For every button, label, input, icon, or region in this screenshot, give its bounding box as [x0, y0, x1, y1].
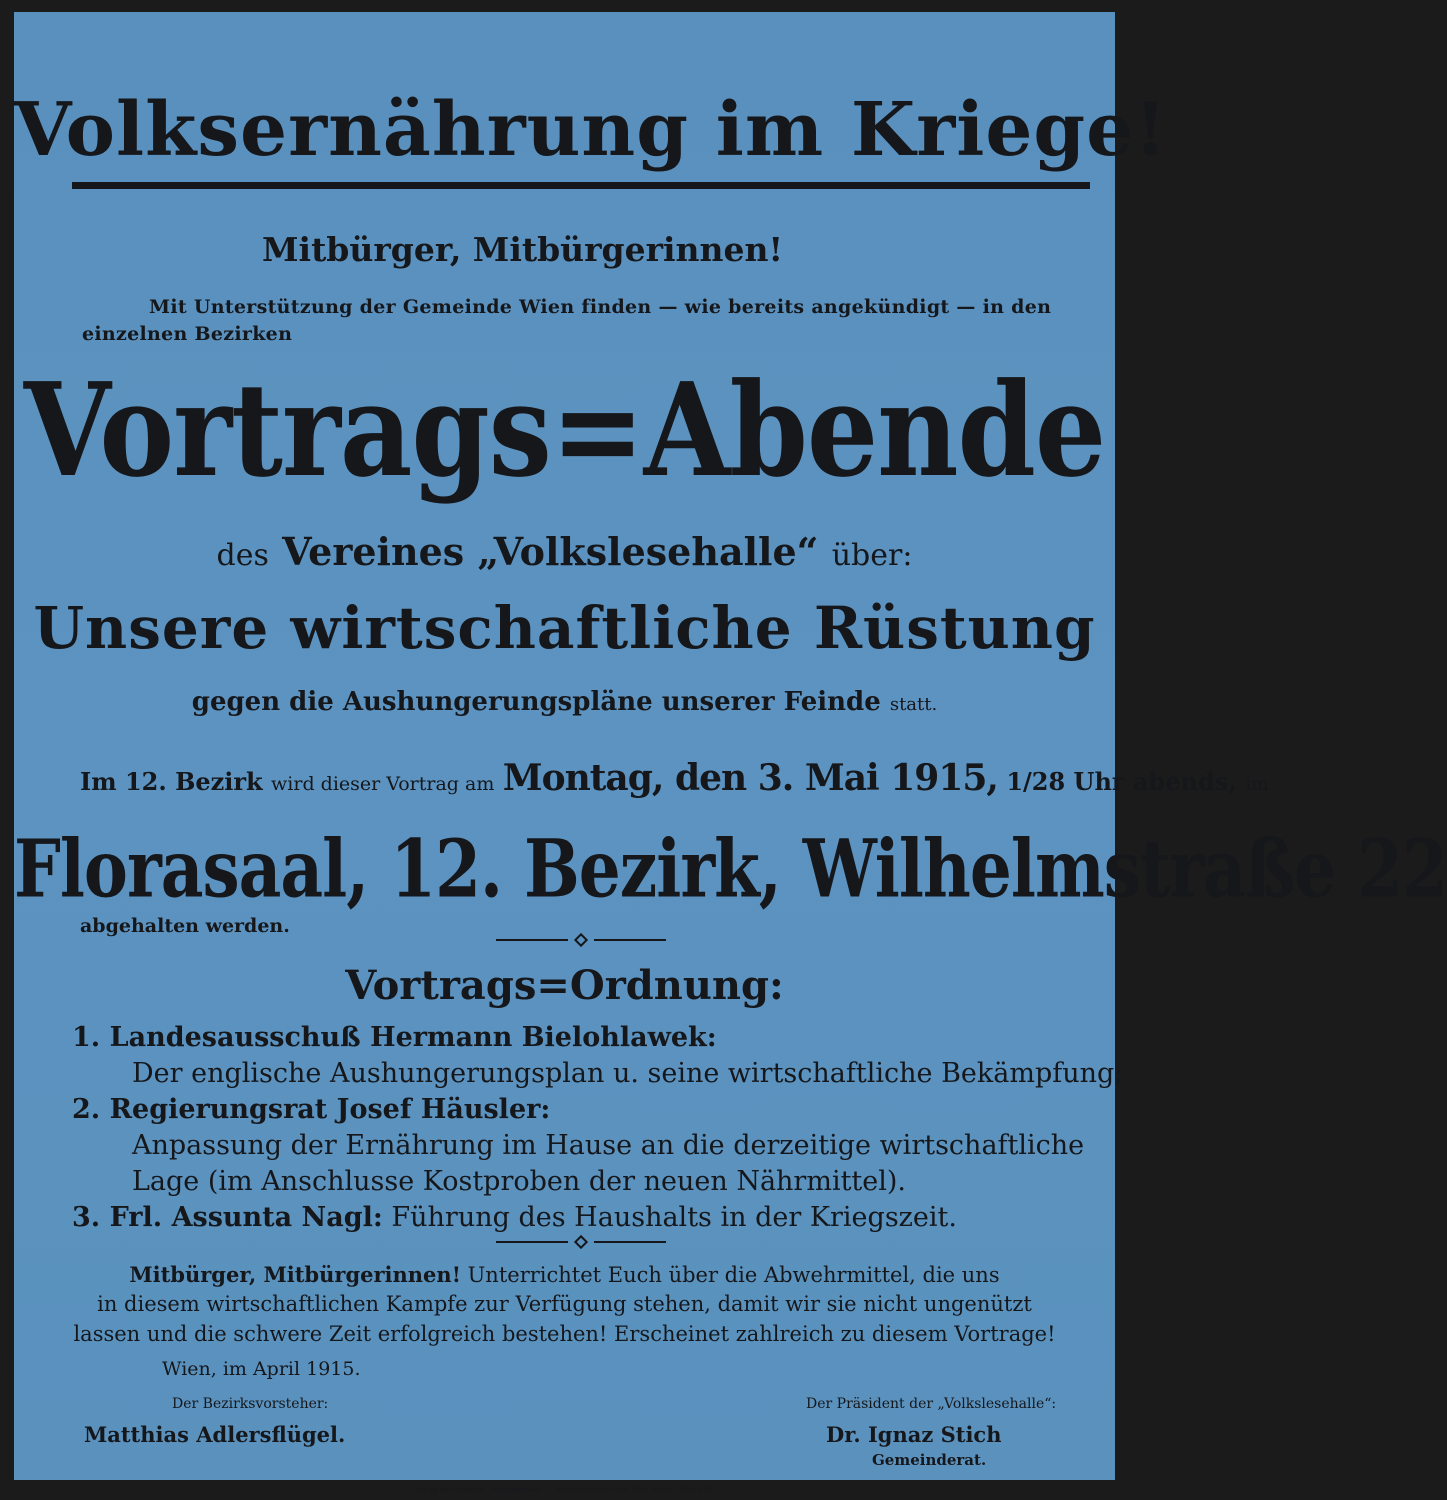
schedule-time: 1/28 Uhr abends, [1006, 767, 1237, 796]
intro-line-1: Mit Unterstützung der Gemeinde Wien finden — wie bereits angekündigt — in den [149, 296, 1052, 318]
abgehalten-text: abgehalten werden. [80, 915, 290, 937]
schedule-line [80, 757, 1269, 799]
ornament-divider [496, 934, 666, 946]
intro-line-2: einzelnen Bezirken [82, 323, 293, 345]
left-signatory-role: Der Bezirksvorsteher: [172, 1396, 329, 1412]
title-underline [72, 182, 1090, 189]
program-title: Vortrags=Ordnung: [345, 962, 784, 1009]
appeal-line-1 [14, 1262, 1115, 1287]
topic-subline [14, 687, 1115, 717]
ornament-divider-2 [496, 1236, 666, 1248]
salutation: Mitbürger, Mitbürgerinnen! [262, 230, 784, 269]
verein-pre: des [216, 538, 269, 573]
main-heading: Vortrags=Abende [23, 355, 1106, 507]
schedule-bezirk: 12. Bezirk [124, 767, 263, 796]
program-item-1-talk: Der englische Aushungerungsplan u. seine wirtschaftliche Bekämpfung; [132, 1058, 1124, 1089]
verein-line [14, 529, 1115, 574]
appeal-line-3: lassen und die schwere Zeit erfolgreich bestehen! Erscheinet zahlreich zu diesem Vortrage! [73, 1322, 1056, 1346]
appeal-line-2: in diesem wirtschaftlichen Kampfe zur Verfügung stehen, damit wir sie nicht ungenützt [97, 1292, 1032, 1316]
verein-post: über: [831, 538, 913, 573]
schedule-mid: wird dieser Vortrag am [271, 773, 495, 795]
program-item-2-talk-line-1: Anpassung der Ernährung im Hause an die derzeitige wirtschaftliche [132, 1130, 1085, 1161]
schedule-post: im [1244, 773, 1270, 795]
right-signatory-name: Dr. Ignaz Stich [826, 1422, 1002, 1447]
poster [14, 12, 1447, 1494]
appeal-lead: Mitbürger, Mitbürgerinnen! [129, 1262, 461, 1287]
verein-name: Vereines „Volkslesehalle“ [282, 529, 819, 574]
program-item-2-speaker: 2. Regierungsrat Josef Häusler: [72, 1094, 551, 1125]
venue: Florasaal, 12. Bezirk, Wilhelmstraße 22 [14, 822, 1447, 916]
schedule-date: Montag, den 3. Mai 1915, [502, 757, 998, 799]
place-date: Wien, im April 1915. [162, 1358, 361, 1380]
schedule-im: Im [80, 767, 117, 796]
program-item-3 [72, 1202, 957, 1233]
poster-title: Volksernährung im Kriege! [14, 87, 1168, 173]
topic-sub-text: gegen die Aushungerungspläne unserer Feinde [191, 687, 881, 717]
topic-sub-post: statt. [889, 694, 938, 715]
right-signatory-title: Gemeinderat. [872, 1451, 987, 1469]
program-item-3-speaker: 3. Frl. Assunta Nagl: [72, 1202, 383, 1233]
program-item-1-speaker: 1. Landesausschuß Hermann Bielohlawek: [72, 1022, 717, 1053]
topic-heading: Unsere wirtschaftliche Rüstung [33, 594, 1096, 662]
right-signatory-role: Der Präsident der „Volkslesehalle“: [806, 1396, 1057, 1412]
left-signatory-name: Matthias Adlersflügel. [84, 1422, 346, 1447]
appeal-line-1-rest: Unterrichtet Euch über die Abwehrmittel, die uns [467, 1263, 1000, 1287]
printer-imprint: Verlag des Vereines „Volkslesehalle“ — Buchdruckerei Amlé, Otto Nachf., Wien VIII. [414, 1486, 715, 1494]
program-item-3-talk: Führung des Haushalts in der Kriegszeit. [391, 1202, 957, 1233]
program-item-2-talk-line-2: Lage (im Anschlusse Kostproben der neuen Nährmittel). [132, 1166, 907, 1197]
